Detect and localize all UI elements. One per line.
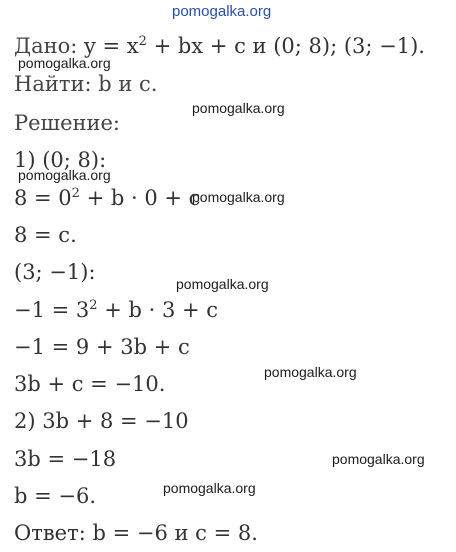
equation-7: b = −6. [14, 484, 97, 508]
equation-5: 3b + c = −10. [14, 372, 166, 396]
equation-2: 8 = c. [14, 223, 77, 247]
equation-1: $8 = 0^2 + b \cdot 0 + c$ [14, 186, 201, 210]
watermark-top: pomogalka.org [172, 3, 272, 20]
equation-4: −1 = 9 + 3b + c [14, 335, 190, 359]
point2-line: (3; −1): [14, 260, 96, 284]
watermark: pomogalka.org [332, 451, 425, 467]
watermark: pomogalka.org [18, 55, 111, 71]
watermark: pomogalka.org [192, 100, 285, 116]
watermark: pomogalka.org [176, 276, 269, 292]
watermark: pomogalka.org [163, 480, 256, 496]
step2-line: 2) 3b + 8 = −10 [14, 409, 189, 433]
watermark: pomogalka.org [264, 364, 357, 380]
watermark: pomogalka.org [18, 167, 111, 183]
equation-3: $-1 = 3^2 + b \cdot 3 + c$ [14, 298, 219, 322]
equation-6: 3b = −18 [14, 447, 117, 471]
solution-heading: Решение: [14, 111, 121, 135]
watermark: pomogalka.org [192, 189, 285, 205]
find-line: Найти: b и c. [14, 72, 158, 96]
answer-line: Ответ: b = −6 и c = 8. [14, 521, 258, 545]
given-line: Дано: $y = x^2$ + bx + c и (0; 8); (3; −1). [14, 34, 425, 58]
step1-line: 1) (0; 8): [14, 148, 107, 172]
